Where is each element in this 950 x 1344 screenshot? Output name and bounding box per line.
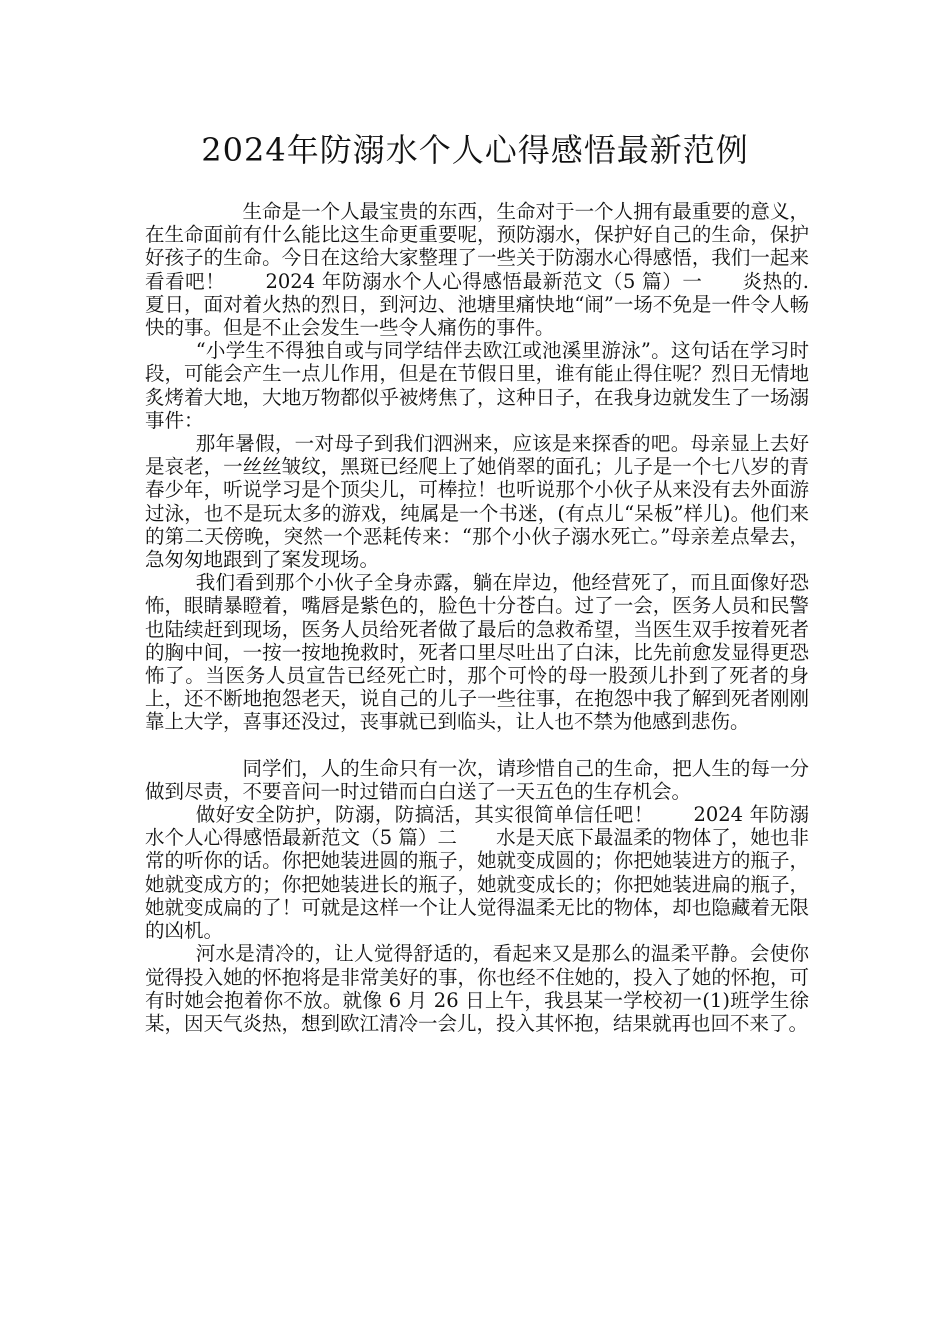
paragraph-warning: “小学生不得独自或与同学结伴去欧江或池溪里游泳”。这句话在学习时段，可能会产生一点儿作用，但是在节假日里，谁有能止得住呢？烈日无情地炙烤着大地，大地万物都似乎被烤焦了，这种日子，在我身边就发生了一场溺事件：: [145, 339, 809, 432]
paragraph-story-scene: 我们看到那个小伙子全身赤露，躺在岸边，他经营死了，而且面像好恐怖，眼睛暴瞪着，嘴唇是紫色的，脸色十分苍白。过了一会，医务人员和民警也陆续赶到现场，医务人员给死者做了最后的急救希望，当医生双手按着死者的胸中间，一按一按地挽救时，死者口里尽吐出了白沫，比先前愈发显得更恐怖了。当医务人员宣告已经死亡时，那个可怜的母一股颈儿扑到了死者的身上，还不断地抱怨老天，说自己的儿子一些往事，在抱怨中我了解到死者刚刚靠上大学，喜事还没过，丧事就已到临头，让人也不禁为他感到悲伤。: [145, 571, 809, 734]
paragraph-river: 河水是清冷的，让人觉得舒适的，看起来又是那么的温柔平静。会使你觉得投入她的怀抱将是非常美好的事，你也经不住她的，投入了她的怀抱，可有时她会抱着你不放。就像 6 月 26 日上午，我县某一学校初一(1)班学生徐某，因天气炎热，想到欧江清冷一会儿，投入其怀抱，结果就再也回不来了。: [145, 942, 809, 1035]
paragraph-essay-two: 做好安全防护，防溺，防搞活，其实很简单信任吧！ 2024 年防溺水个人心得感悟最新范文（5 篇）二 水是天底下最温柔的物体了，她也非常的听你的话。你把她装进圆的瓶子，她就变成圆的；你把她装进方的瓶子，她就变成方的；你把她装进长的瓶子，她就变成长的；你把她装进扁的瓶子，她就变成扁的了！可就是这样一个让人觉得温柔无比的物体，却也隐藏着无限的凶机。: [145, 803, 809, 943]
paragraph-intro: 生命是一个人最宝贵的东西，生命对于一个人拥有最重要的意义，在生命面前有什么能比这生命更重要呢，预防溺水，保护好自己的生命，保护好孩子的生命。今日在这给大家整理了一些关于防溺水心得感悟，我们一起来看看吧！ 2024 年防溺水个人心得感悟最新范文（5 篇）一 炎热的.夏日，面对着火热的烈日，到河边、池塘里痛快地“闹”一场不免是一件令人畅快的事。但是不止会发生一些令人痛伤的事件。: [145, 200, 809, 340]
paragraph-appeal: 同学们，人的生命只有一次，请珍惜自己的生命，把人生的每一分做到尽责，不要音问一时过错而白白送了一天五色的生存机会。: [145, 756, 809, 803]
paragraph-story-start: 那年暑假，一对母子到我们泗洲来，应该是来探香的吧。母亲显上去好是哀老，一丝丝皱纹，黑斑已经爬上了她俏翠的面孔；儿子是一个七八岁的青春少年，听说学习是个顶尖儿，可棒拉！也听说那个小伙子从来没有去外面游过泳，也不是玩太多的游戏，纯属是一个书迷，(有点儿“呆板”样儿)。他们来的第二天傍晚，突然一个恶耗传来：“那个小伙子溺水死亡。”母亲差点晕去，急匆匆地跟到了案发现场。: [145, 432, 809, 572]
document-title: 2024年防溺水个人心得感悟最新范例: [201, 131, 749, 169]
paragraph-gap: [145, 734, 809, 757]
document-body: [145, 200, 809, 1035]
